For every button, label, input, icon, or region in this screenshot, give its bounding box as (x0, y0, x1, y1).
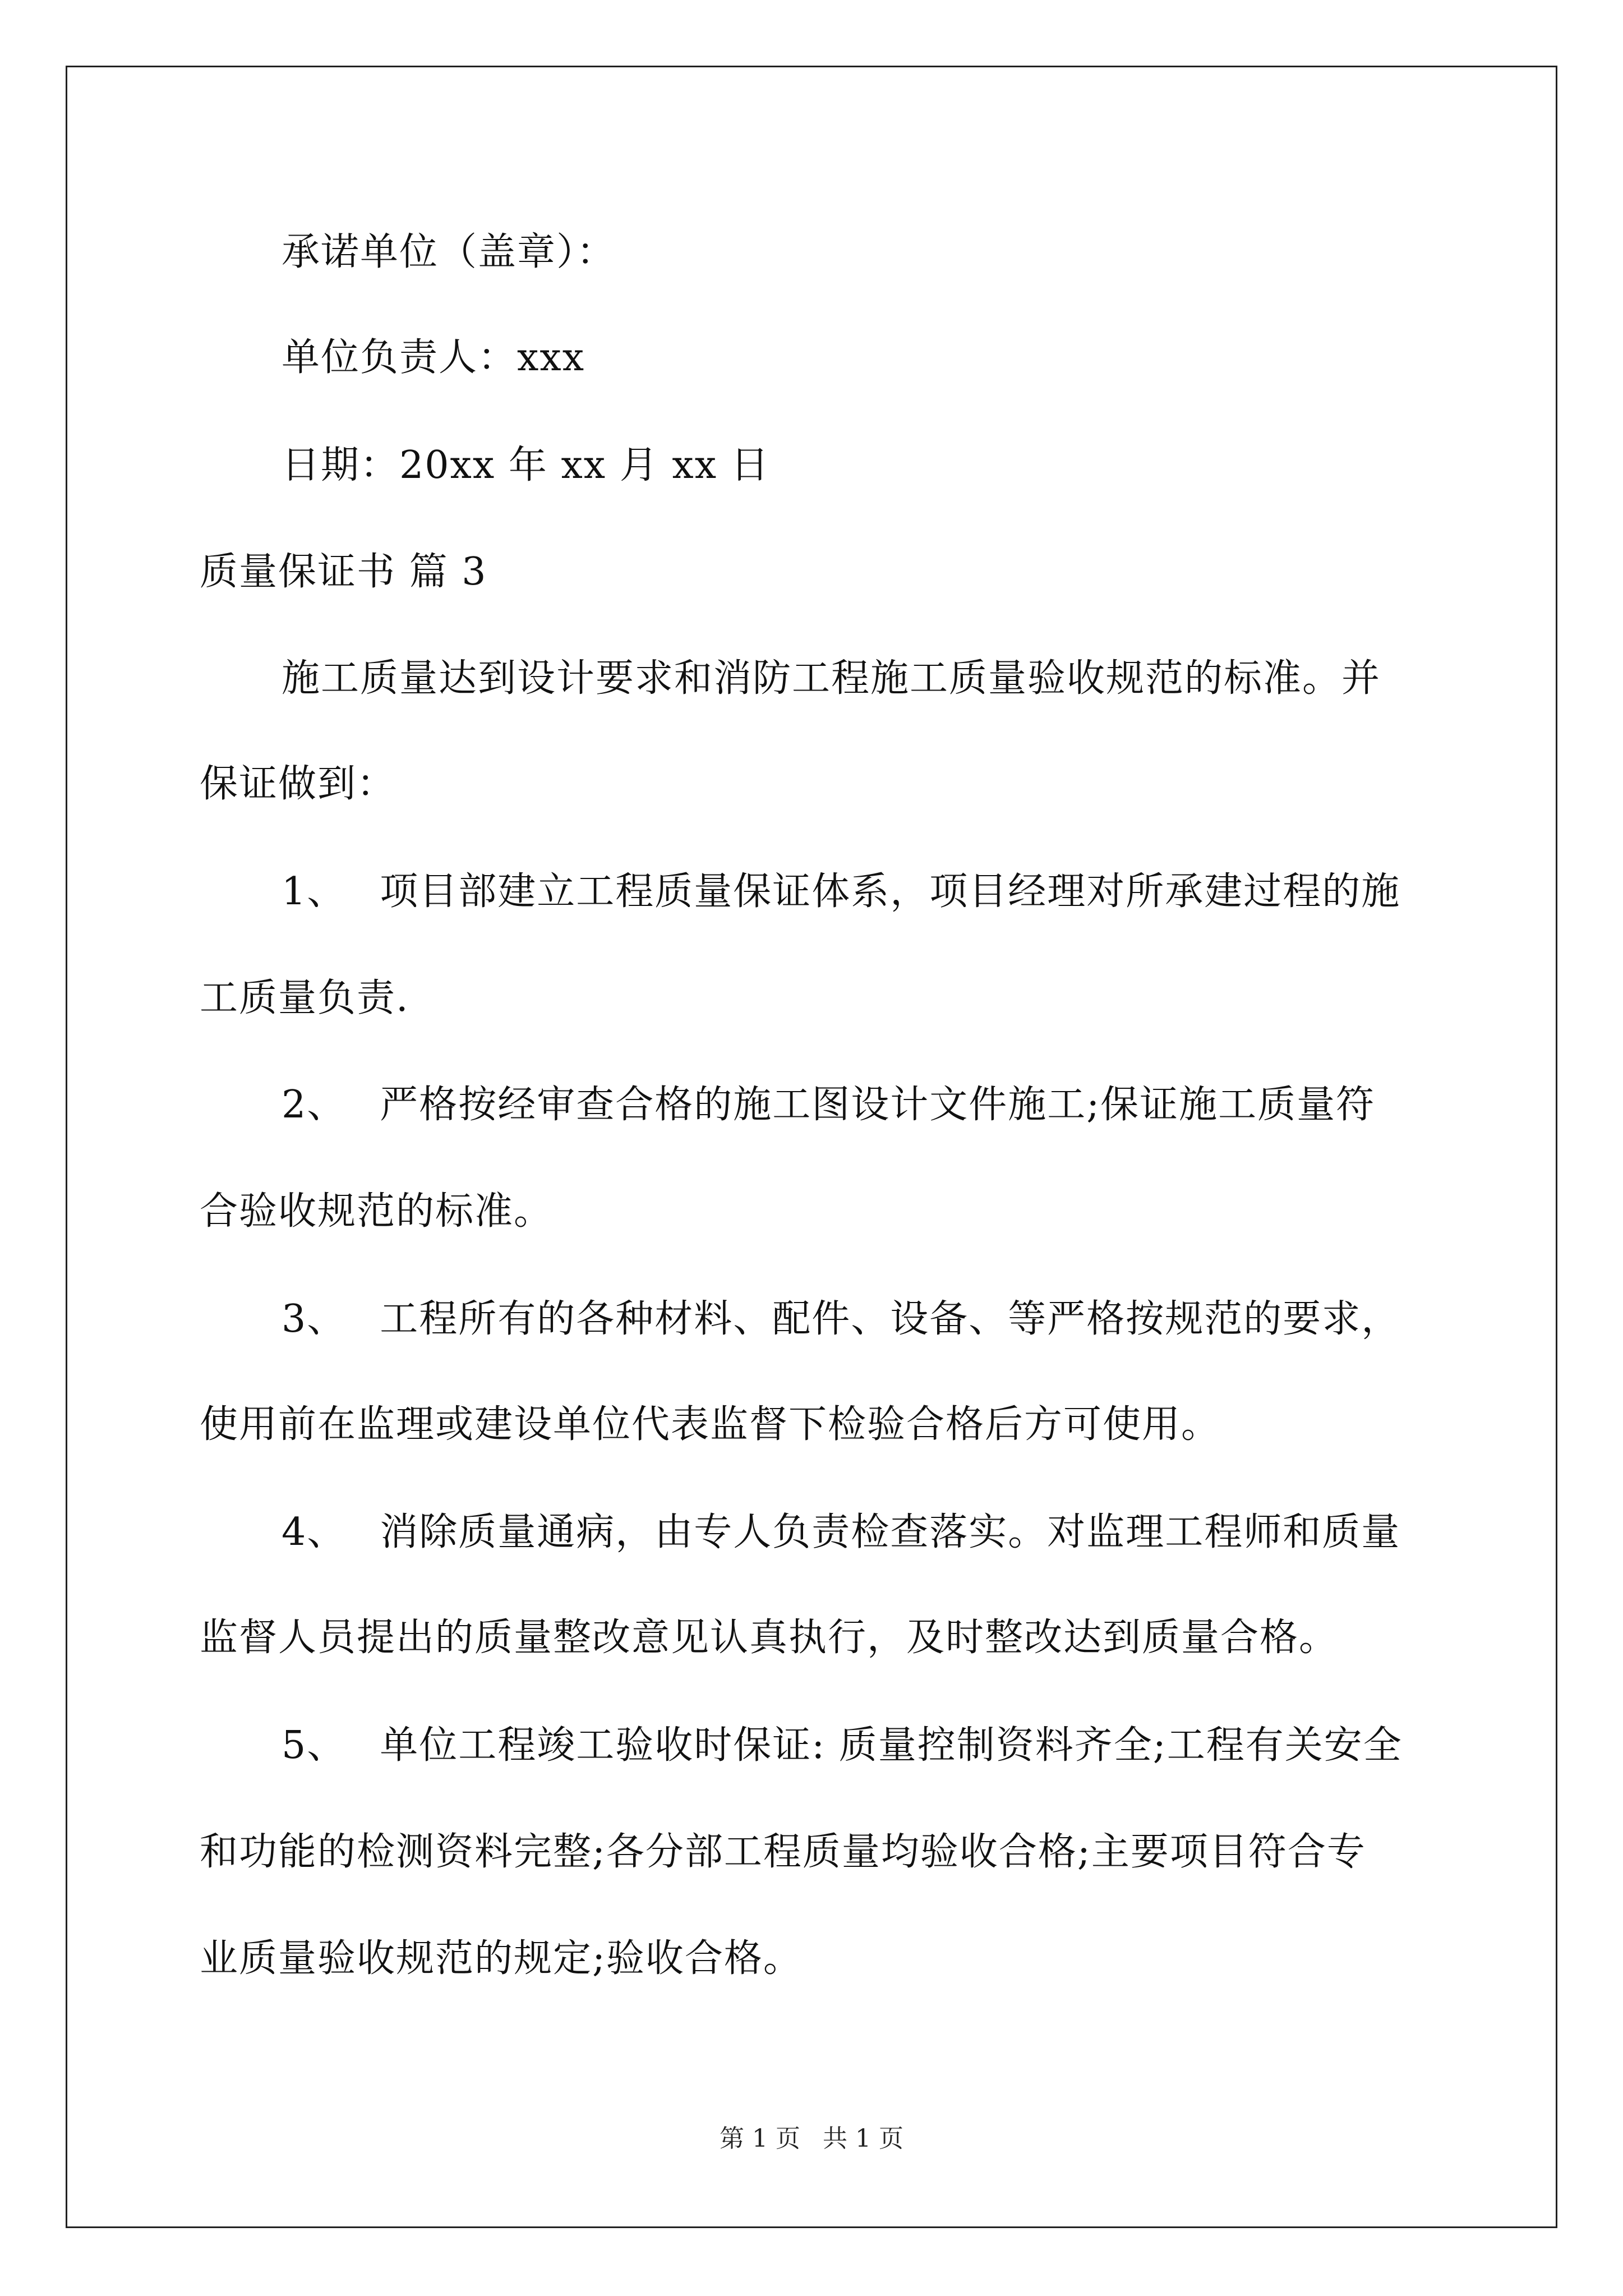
item-5-line-2: 和功能的检测资料完整;各分部工程质量均验收合格;主要项目符合专 (200, 1830, 1366, 1874)
item-5-line-3: 业质量验收规范的规定;验收合格。 (200, 1936, 803, 1981)
item-1-number: 1、 (282, 869, 347, 914)
item-3-number: 3、 (282, 1297, 347, 1341)
item-2-text: 严格按经审查合格的施工图设计文件施工;保证施工质量符 (380, 1083, 1376, 1127)
item-2-line-2: 合验收规范的标准。 (200, 1189, 554, 1234)
item-2-line-1 (282, 1083, 1375, 1128)
item-4-number: 4、 (282, 1510, 347, 1554)
section-title: 质量保证书 篇 3 (200, 550, 487, 594)
item-3-line-1 (282, 1297, 1400, 1342)
intro-line-2: 保证做到： (200, 762, 396, 806)
item-1-line-2: 工质量负责. (200, 976, 409, 1020)
item-2-number: 2、 (282, 1083, 347, 1127)
item-1-line-1 (282, 869, 1400, 914)
footer-page-number: 第 1 页 (720, 2124, 800, 2153)
signature-date: 日期：20xx 年 xx 月 xx 日 (282, 443, 770, 487)
item-3-text: 工程所有的各种材料、配件、设备、等严格按规范的要求， (380, 1297, 1401, 1341)
item-5-text: 单位工程竣工验收时保证: 质量控制资料齐全;工程有关安全 (380, 1723, 1403, 1768)
intro-line-1: 施工质量达到设计要求和消防工程施工质量验收规范的标准。并 (282, 656, 1381, 701)
item-4-line-1 (282, 1510, 1400, 1555)
item-1-text: 项目部建立工程质量保证体系，项目经理对所承建过程的施 (380, 869, 1401, 914)
signature-leader: 单位负责人：xxx (282, 335, 585, 380)
page-footer (0, 2125, 1623, 2153)
signature-unit: 承诺单位（盖章）： (282, 230, 616, 274)
item-4-text: 消除质量通病，由专人负责检查落实。对监理工程师和质量 (380, 1510, 1401, 1554)
item-4-line-2: 监督人员提出的质量整改意见认真执行，及时整改达到质量合格。 (200, 1616, 1339, 1660)
page-border (66, 66, 1557, 2228)
item-3-line-2: 使用前在监理或建设单位代表监督下检验合格后方可使用。 (200, 1402, 1221, 1447)
item-5-line-1 (282, 1723, 1403, 1768)
item-5-number: 5、 (282, 1723, 347, 1768)
footer-total-pages: 共 1 页 (823, 2124, 903, 2153)
